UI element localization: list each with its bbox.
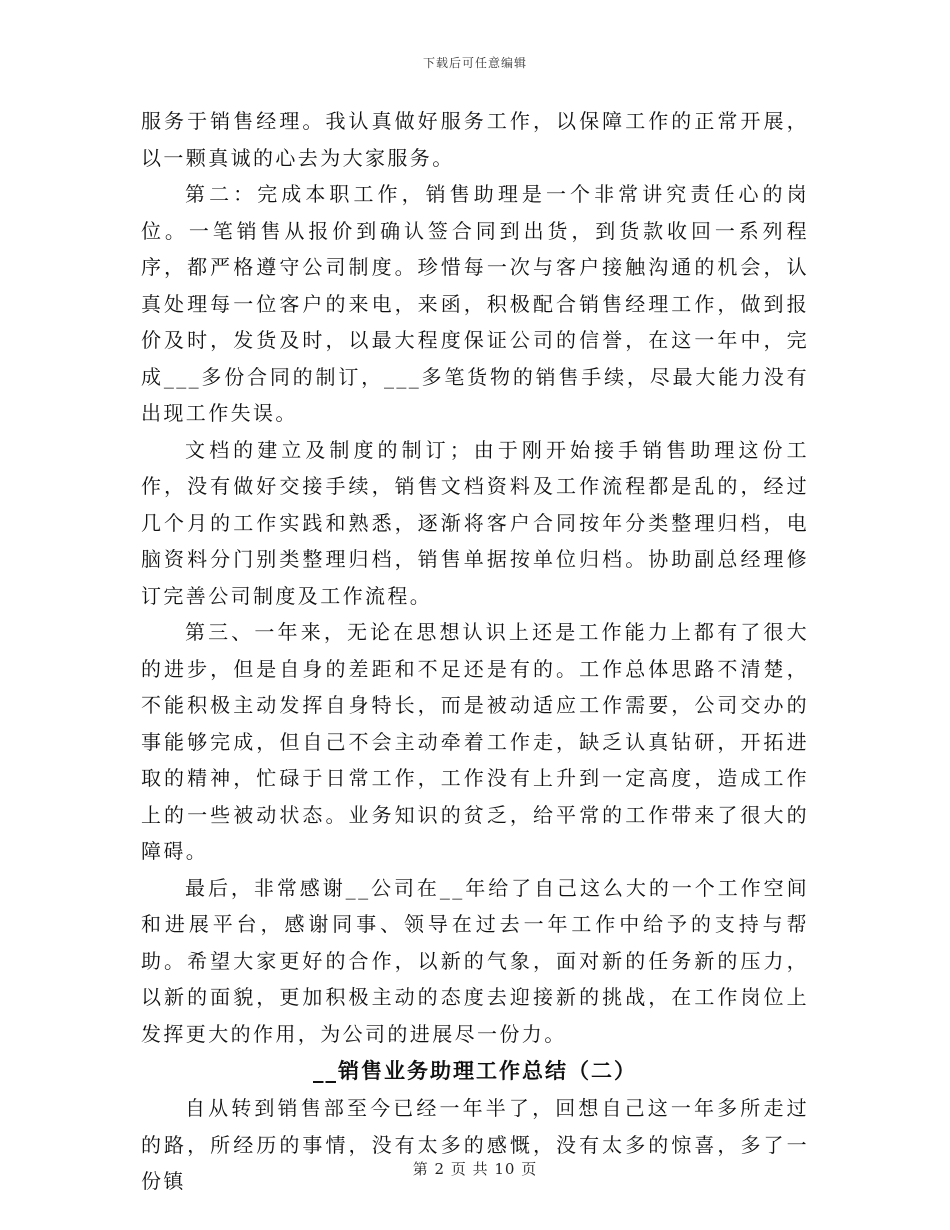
- paragraph-continuation: 服务于销售经理。我认真做好服务工作，以保障工作的正常开展，以一颗真诚的心去为大家服务。: [141, 109, 809, 170]
- paragraph-second-duty: 第二：完成本职工作，销售助理是一个非常讲究责任心的岗位。一笔销售从报价到确认签合同到出货，到货款收回一系列程序，都严格遵守公司制度。珍惜每一次与客户接触沟通的机会，认真处理每一位客户的来电，来函，积极配合销售经理工作，做到报价及时，发货及时，以最大程度保证公司的信誉，在这一年中，完成___多份合同的制订，___多笔货物的销售手续，尽最大能力没有出现工作失误。: [141, 182, 809, 425]
- paragraph-section-two-intro: 自从转到销售部至今已经一年半了，回想自己这一年多所走过的路，所经历的事情，没有太多的感慨，没有太多的惊喜，多了一份镇: [141, 1096, 809, 1193]
- section-heading: __销售业务助理工作总结（二）: [313, 1059, 637, 1083]
- page-footer: 第 2 页 共 10 页: [412, 1160, 538, 1178]
- paragraph-third-shortcomings: 第三、一年来，无论在思想认识上还是工作能力上都有了很大的进步，但是自身的差距和不足还是有的。工作总体思路不清楚，不能积极主动发挥自身特长，而是被动适应工作需要，公司交办的事能够完成，但自己不会主动牵着工作走，缺乏认真钻研，开拓进取的精神，忙碌于日常工作，工作没有上升到一定高度，造成工作上的一些被动状态。业务知识的贫乏，给平常的工作带来了很大的障碍。: [141, 620, 809, 863]
- document-body: [141, 103, 809, 1200]
- paragraph-closing-thanks: 最后，非常感谢__公司在__年给了自己这么大的一个工作空间和进展平台，感谢同事、领导在过去一年工作中给予的支持与帮助。希望大家更好的合作，以新的气象，面对新的任务新的压力，以新的面貌，更加积极主动的态度去迎接新的挑战，在工作岗位上发挥更大的作用，为公司的进展尽一份力。: [141, 875, 809, 1046]
- page-header: 下载后可任意编辑: [422, 56, 527, 70]
- paragraph-documents: 文档的建立及制度的制订；由于刚开始接手销售助理这份工作，没有做好交接手续，销售文档资料及工作流程都是乱的，经过几个月的工作实践和熟悉，逐渐将客户合同按年分类整理归档，电脑资料分门别类整理归档，销售单据按单位归档。协助副总经理修订完善公司制度及工作流程。: [141, 437, 809, 608]
